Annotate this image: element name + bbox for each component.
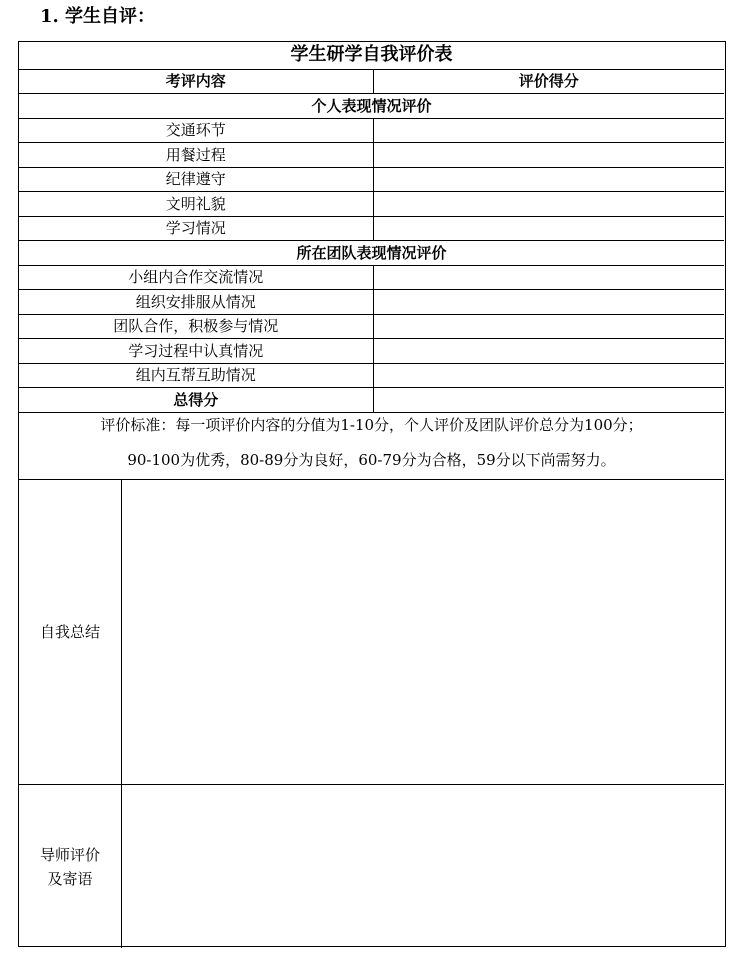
table-row <box>19 118 724 143</box>
item-label: 交通环节 <box>19 118 373 143</box>
mentor-comment-label <box>19 785 122 948</box>
column-header-score: 评价得分 <box>373 69 724 94</box>
table-row <box>19 265 724 290</box>
score-cell[interactable] <box>373 290 724 315</box>
score-cell[interactable] <box>373 192 724 217</box>
header-row <box>19 69 724 94</box>
item-label: 文明礼貌 <box>19 192 373 217</box>
self-summary-section <box>19 480 724 785</box>
total-label: 总得分 <box>19 388 373 413</box>
score-cell[interactable] <box>373 314 724 339</box>
score-cell[interactable] <box>373 167 724 192</box>
table-row <box>19 167 724 192</box>
total-score-cell[interactable] <box>373 388 724 413</box>
section-header-personal: 个人表现情况评价 <box>19 94 724 119</box>
mentor-comment-section <box>19 785 724 948</box>
criteria-line-2: 90-100为优秀，80-89分为良好，60-79分为合格，59分以下尚需努力。 <box>127 451 616 469</box>
mentor-comment-label-text: 导师评价及寄语 <box>39 845 100 888</box>
table-title: 学生研学自我评价表 <box>19 42 724 69</box>
table-row <box>19 216 724 241</box>
criteria-line-1: 评价标准：每一项评价内容的分值为1-10分，个人评价及团队评价总分为100分； <box>100 416 643 434</box>
score-cell[interactable] <box>373 143 724 168</box>
table-row <box>19 143 724 168</box>
section-row-team <box>19 241 724 266</box>
score-cell[interactable] <box>373 216 724 241</box>
score-cell[interactable] <box>373 118 724 143</box>
score-cell[interactable] <box>373 265 724 290</box>
table-row <box>19 363 724 388</box>
self-summary-label-text: 自我总结 <box>39 623 100 641</box>
self-evaluation-table <box>19 42 724 413</box>
evaluation-criteria <box>19 410 724 480</box>
item-label: 学习情况 <box>19 216 373 241</box>
table-row <box>19 192 724 217</box>
column-header-content: 考评内容 <box>19 69 373 94</box>
item-label: 纪律遵守 <box>19 167 373 192</box>
score-cell[interactable] <box>373 363 724 388</box>
item-label: 组内互帮互助情况 <box>19 363 373 388</box>
score-cell[interactable] <box>373 339 724 364</box>
table-row <box>19 339 724 364</box>
evaluation-form <box>18 41 726 947</box>
table-title-row <box>19 42 724 69</box>
self-summary-label <box>19 480 122 784</box>
item-label: 学习过程中认真情况 <box>19 339 373 364</box>
total-row <box>19 388 724 413</box>
table-row <box>19 290 724 315</box>
item-label: 组织安排服从情况 <box>19 290 373 315</box>
item-label: 用餐过程 <box>19 143 373 168</box>
item-label: 团队合作，积极参与情况 <box>19 314 373 339</box>
table-row <box>19 314 724 339</box>
item-label: 小组内合作交流情况 <box>19 265 373 290</box>
section-header-team: 所在团队表现情况评价 <box>19 241 724 266</box>
section-heading: 1. 学生自评： <box>40 6 156 27</box>
section-row-personal <box>19 94 724 119</box>
